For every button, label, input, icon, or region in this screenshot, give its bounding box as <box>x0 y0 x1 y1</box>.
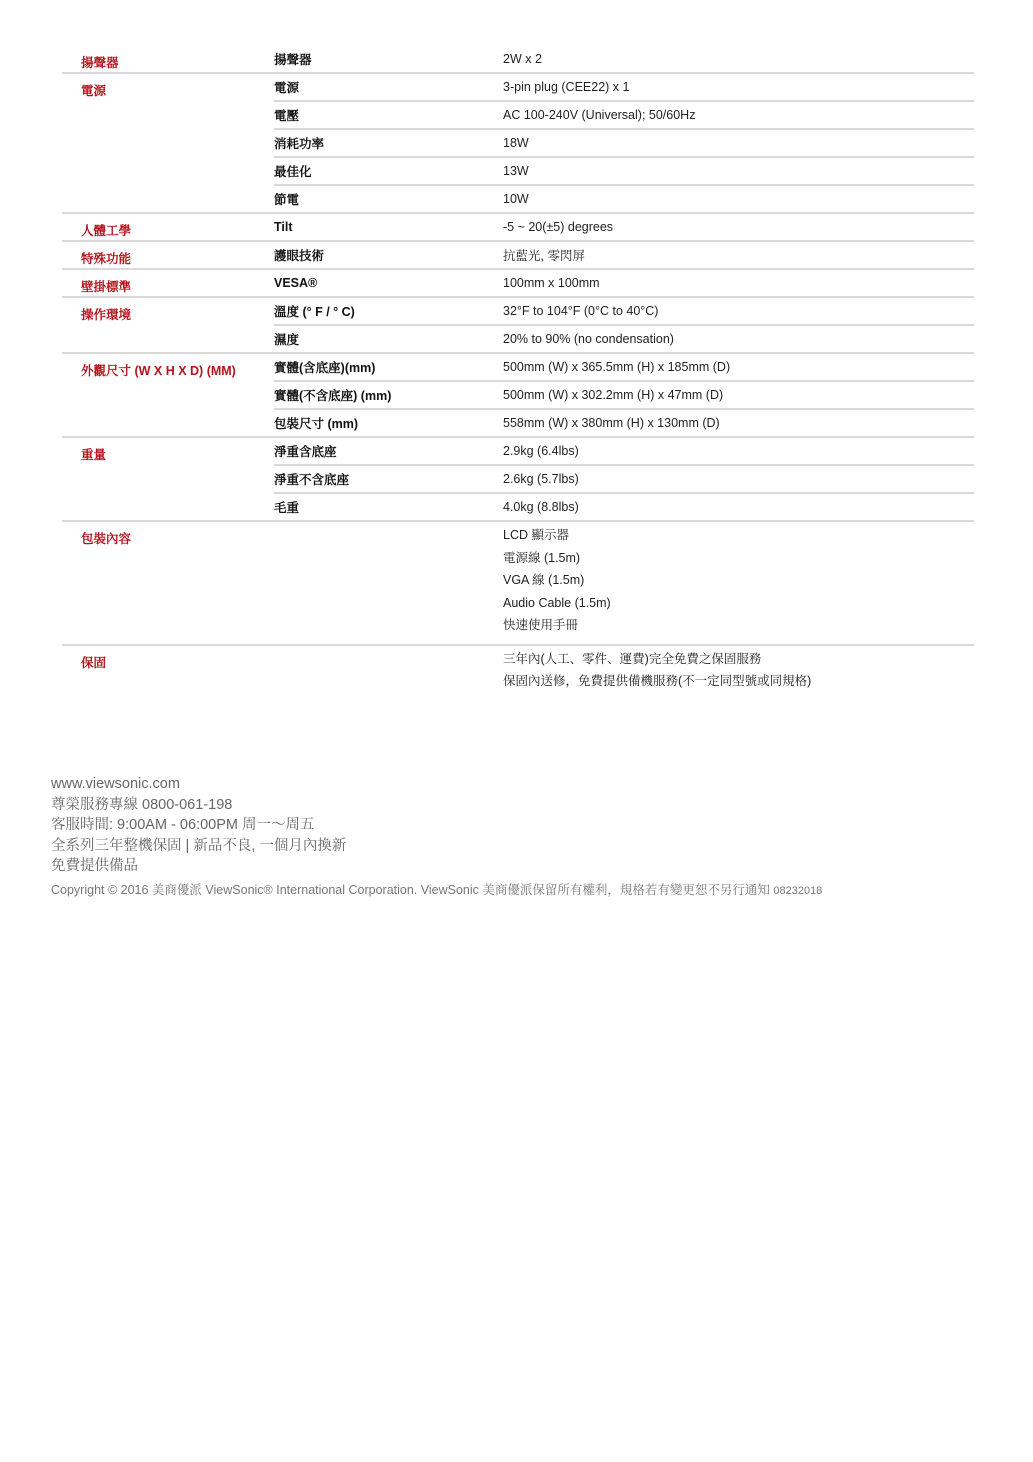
spec-value: 2.6kg (5.7lbs) <box>503 472 579 486</box>
spec-label: 電源 <box>274 81 300 95</box>
spec-row <box>274 46 974 72</box>
spec-label: 揚聲器 <box>274 53 312 67</box>
warranty-policy: 全系列三年整機保固 | 新品不良, 一個月內換新 <box>51 837 347 854</box>
spec-row <box>274 130 974 158</box>
package-item: LCD 顯示器 <box>503 528 569 542</box>
spec-table <box>62 46 974 700</box>
spec-label: VESA® <box>274 276 318 290</box>
spec-value: 抗藍光, 零閃屏 <box>503 249 585 263</box>
spec-group <box>62 354 974 438</box>
spec-row <box>274 74 974 102</box>
category-label: 重量 <box>81 448 107 462</box>
spec-group <box>62 74 974 214</box>
warranty-row <box>274 646 974 700</box>
spec-value: 4.0kg (8.8lbs) <box>503 500 579 514</box>
spec-label: 實體(不含底座) (mm) <box>274 389 392 403</box>
spec-row <box>274 242 974 268</box>
package-item: 電源線 (1.5m) <box>503 550 581 565</box>
spec-value: 2W x 2 <box>503 52 542 66</box>
warranty-line: 三年內(人工、零件、運費)完全免費之保固服務 <box>503 651 762 666</box>
spec-value: 558mm (W) x 380mm (H) x 130mm (D) <box>503 416 720 430</box>
spec-group <box>62 242 974 270</box>
spec-value: 100mm x 100mm <box>503 276 600 290</box>
spec-label: 毛重 <box>274 501 300 515</box>
category-label: 包裝內容 <box>81 532 132 546</box>
spec-label: 消耗功率 <box>274 137 325 151</box>
spec-label: 節電 <box>274 193 300 207</box>
category-label: 揚聲器 <box>81 56 119 70</box>
spec-value: 13W <box>503 164 529 178</box>
website-link[interactable]: www.viewsonic.com <box>51 776 180 792</box>
spec-label: 溫度 (° F / ° C) <box>274 305 355 319</box>
spec-row <box>274 102 974 130</box>
spec-row <box>274 382 974 410</box>
service-hours: 客服時間: 9:00AM - 06:00PM 周一～周五 <box>51 817 315 833</box>
category-label: 保固 <box>81 655 107 670</box>
spec-label: 包裝尺寸 (mm) <box>274 417 359 431</box>
spec-label: Tilt <box>274 220 293 234</box>
spec-group <box>62 214 974 242</box>
spec-group-warranty <box>62 646 974 700</box>
package-item: 快速使用手冊 <box>503 618 579 632</box>
spec-group <box>62 298 974 354</box>
spec-label: 淨重含底座 <box>274 445 337 459</box>
spec-label: 濕度 <box>274 333 300 347</box>
spec-label: 實體(含底座)(mm) <box>274 361 376 375</box>
package-contents-row <box>274 522 974 644</box>
spec-row <box>274 466 974 494</box>
warranty-line: 保固內送修，免費提供備機服務(不一定同型號或同規格) <box>503 674 812 688</box>
category-label: 外觀尺寸 (W X H X D) (MM) <box>81 364 236 378</box>
spec-row <box>274 354 974 382</box>
spec-value: AC 100-240V (Universal); 50/60Hz <box>503 108 696 122</box>
spec-label: 護眼技術 <box>274 249 325 263</box>
category-label: 壁掛標準 <box>81 280 132 294</box>
document-code: 08232018 <box>773 884 823 897</box>
footer <box>51 774 822 898</box>
category-label: 操作環境 <box>81 308 132 322</box>
spec-row <box>274 214 974 240</box>
spec-row <box>274 270 974 296</box>
spec-value: 2.9kg (6.4lbs) <box>503 444 579 458</box>
spec-value: -5 ~ 20(±5) degrees <box>503 220 614 234</box>
category-label: 特殊功能 <box>81 252 132 266</box>
category-label: 電源 <box>81 84 107 98</box>
spec-label: 淨重不含底座 <box>274 473 350 487</box>
spec-row <box>274 186 974 212</box>
spec-row <box>274 158 974 186</box>
spec-value: 500mm (W) x 365.5mm (H) x 185mm (D) <box>503 360 731 374</box>
spec-row <box>274 298 974 326</box>
copyright-notice <box>51 880 822 898</box>
spec-group-package <box>62 522 974 646</box>
spec-label: 最佳化 <box>274 165 312 179</box>
spec-group <box>62 270 974 298</box>
spec-value: 20% to 90% (no condensation) <box>503 332 674 346</box>
category-label: 人體工學 <box>81 224 132 238</box>
spec-value: 10W <box>503 192 529 206</box>
package-item: VGA 線 (1.5m) <box>503 573 585 587</box>
spec-label: 電壓 <box>274 109 300 123</box>
service-hotline: 尊榮服務專線 0800-061-198 <box>51 796 233 813</box>
spec-value: 3-pin plug (CEE22) x 1 <box>503 80 630 94</box>
spec-value: 32°F to 104°F (0°C to 40°C) <box>503 304 659 318</box>
spec-value: 500mm (W) x 302.2mm (H) x 47mm (D) <box>503 388 724 402</box>
copyright-text: Copyright © 2016 美商優派 ViewSonic® International Corporation. ViewSonic 美商優派保留所有權利，規格若有變更恕不另行通知 <box>51 882 770 897</box>
spec-row <box>274 410 974 436</box>
spec-group <box>62 438 974 522</box>
spec-value: 18W <box>503 136 529 150</box>
package-item: Audio Cable (1.5m) <box>503 595 611 610</box>
spec-row <box>274 326 974 352</box>
loaner-note: 免費提供備品 <box>51 858 138 874</box>
spec-row <box>274 438 974 466</box>
spec-group <box>62 46 974 74</box>
spec-row <box>274 494 974 520</box>
